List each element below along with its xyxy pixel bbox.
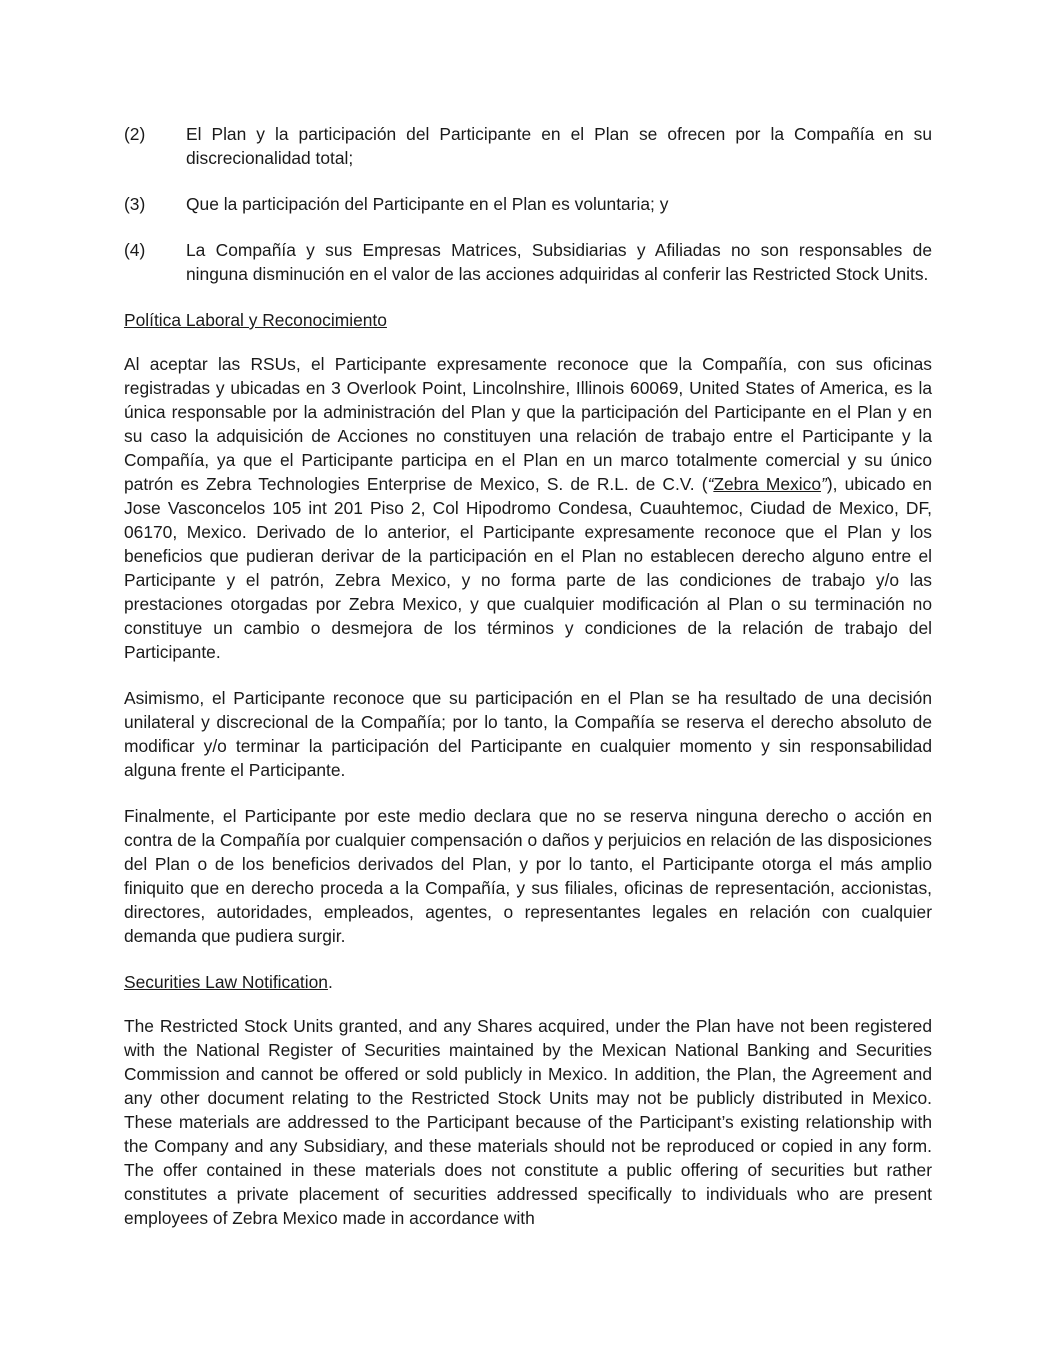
document-page: [124, 122, 932, 1252]
paragraph-waiver: Finalmente, el Participante por este medio declara que no se reserva ninguna derecho o acción en contra de la Compañía por cualquier compensación o daños y perjuicios en relación de las disposiciones del Plan o de los beneficios derivados del Plan, y por lo tanto, el Participante otorga el más amplio finiquito que en derecho proceda a la Compañía, y sus filiales, oficinas de representación, accionistas, directores, autoridades, empleados, agentes, o representantes legales en relación con cualquier demanda que pudiera surgir.: [124, 806, 932, 946]
list-item-text: El Plan y la participación del Participante en el Plan se ofrecen por la Compañía en su discrecionalidad total;: [186, 124, 932, 168]
close-quote: ”: [821, 474, 827, 494]
paragraph-discretionary-decision: Asimismo, el Participante reconoce que su participación en el Plan se ha resultado de una decisión unilateral y discrecional de la Compañía; por lo tanto, la Compañía se reserva el derecho absoluto de modificar y/o terminar la participación del Participante en cualquier momento y sin responsabilidad alguna frente el Participante.: [124, 688, 932, 780]
list-item-number: (4): [124, 240, 146, 260]
defined-term-zebra-mexico: Zebra Mexico: [713, 474, 822, 494]
paragraph-labor-acknowledgment: [124, 352, 932, 664]
list-item-number: (2): [124, 124, 146, 144]
list-item-text: Que la participación del Participante en el Plan es voluntaria; y: [186, 194, 669, 214]
list-item-number: (3): [124, 194, 146, 214]
open-quote: “: [707, 474, 714, 494]
section-heading-securities: [124, 970, 932, 994]
paragraph-securities-notice: The Restricted Stock Units granted, and any Shares acquired, under the Plan have not been registered with the National Register of Securities maintained by the Mexican National Banking and Securities Commission and cannot be offered or sold publicly in Mexico. In addition, the Plan, the Agreement and any other document relating to the Restricted Stock Units may not be publicly distributed in Mexico. These materials are addressed to the Participant because of the Participant’s existing relationship with the Company and any Subsidiary, and these materials should not be reproduced or copied in any form. The offer contained in these materials does not constitute a public offering of securities but rather constitutes a private placement of securities addressed specifically to individuals who are present employees of Zebra Mexico made in accordance with: [124, 1016, 932, 1228]
list-item-3: [124, 192, 932, 216]
section-heading-suffix: .: [327, 972, 333, 992]
section-heading-text: Política Laboral y Reconocimiento: [124, 310, 387, 330]
list-item-text: La Compañía y sus Empresas Matrices, Subsidiarias y Afiliadas no son responsables de ninguna disminución en el valor de las acciones adquiridas al conferir las Restricted Stock Units.: [186, 240, 932, 284]
section-heading-labor: [124, 308, 932, 332]
list-item-4: [124, 238, 932, 286]
paragraph-text: ), ubicado en Jose Vasconcelos 105 int 201 Piso 2, Col Hipodromo Condesa, Cuauhtemoc, Ciudad de Mexico, DF, 06170, Mexico. Derivado de lo anterior, el Participante expresamente reconoce que el Plan y los beneficios que pudieran derivar de la participación en el Plan no establecen derecho alguno entre el Participante y el patrón, Zebra Mexico, y no forma parte de las condiciones de trabajo y/o las prestaciones otorgadas por Zebra Mexico, y que cualquier modificación al Plan o su terminación no constituye un cambio o desmejora de los términos y condiciones de la relación de trabajo del Participante.: [124, 474, 932, 662]
section-heading-text: Securities Law Notification: [124, 972, 328, 992]
list-item-2: [124, 122, 932, 170]
paragraph-text: Al aceptar las RSUs, el Participante expresamente reconoce que la Compañía, con sus oficinas registradas y ubicadas en 3 Overlook Point, Lincolnshire, Illinois 60069, United States of America, es la única responsable por la administración del Plan y que la participación del Participante en el Plan y en su caso la adquisición de Acciones no constituyen una relación de trabajo entre el Participante y la Compañía, ya que el Participante participa en el Plan en un marco totalmente comercial y su único patrón es Zebra Technologies Enterprise de Mexico, S. de R.L. de C.V. (: [124, 354, 932, 494]
